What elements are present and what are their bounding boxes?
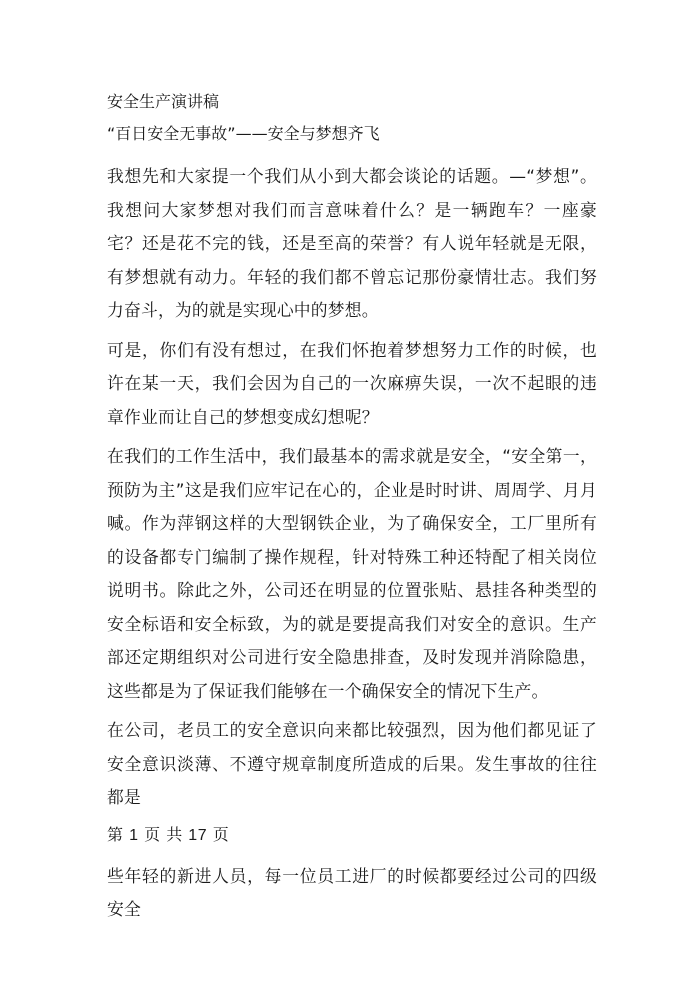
footer-page-number: 1 bbox=[129, 826, 139, 844]
footer-suffix: 页 bbox=[212, 824, 230, 844]
document-title: 安全生产演讲稿 bbox=[107, 92, 220, 111]
footer-prefix: 第 bbox=[107, 824, 124, 844]
paragraph-veteran-staff: 在公司，老员工的安全意识向来都比较强烈，因为他们都见证了安全意识淡薄、不遵守规章制度所造成的后果。发生事故的往往都是 bbox=[107, 720, 597, 807]
paragraph-safety-measures: 在我们的工作生活中，我们最基本的需求就是安全，“安全第一，预防为主”这是我们应牢记在心的，企业是时时讲、周周学、月月喊。作为萍钢这样的大型钢铁企业，为了确保安全，工厂里所有的设备都专门编制了操作规程，针对特殊工种还特配了相关岗位说明书。除此之外，公司还在明显的位置张贴、悬挂各种类型的安全标语和安全标致，为的就是要提高我们对安全的意识。生产部还定期组织对公司进行安全隐患排查，及时发现并消除隐患，这些都是为了保证我们能够在一个确保安全的情况下生产。 bbox=[107, 446, 597, 701]
footer-middle: 页 共 bbox=[144, 824, 183, 844]
paragraph-question: 可是，你们有没有想过，在我们怀抱着梦想努力工作的时候，也许在某一天，我们会因为自己的一次麻痹失误，一次不起眼的违章作业而让自己的梦想变成幻想呢？ bbox=[107, 339, 597, 427]
paragraph-dream: 我想先和大家提一个我们从小到大都会谈论的话题。—“梦想”。我想问大家梦想对我们而言意味着什么？是一辆跑车？一座豪宅？还是花不完的钱，还是至高的荣誉？有人说年轻就是无限，有梦想就有动力。年轻的我们都不曾忘记那份豪情壮志。我们努力奋斗，为的就是实现心中的梦想。 bbox=[107, 166, 597, 320]
document-subtitle: “百日安全无事故”——安全与梦想齐飞 bbox=[107, 124, 380, 143]
page-number-footer bbox=[107, 823, 597, 848]
document-body bbox=[107, 90, 597, 933]
footer-total-pages: 17 bbox=[188, 826, 208, 844]
paragraph-continuation: 些年轻的新进人员，每一位员工进厂的时候都要经过公司的四级安全 bbox=[107, 865, 597, 919]
